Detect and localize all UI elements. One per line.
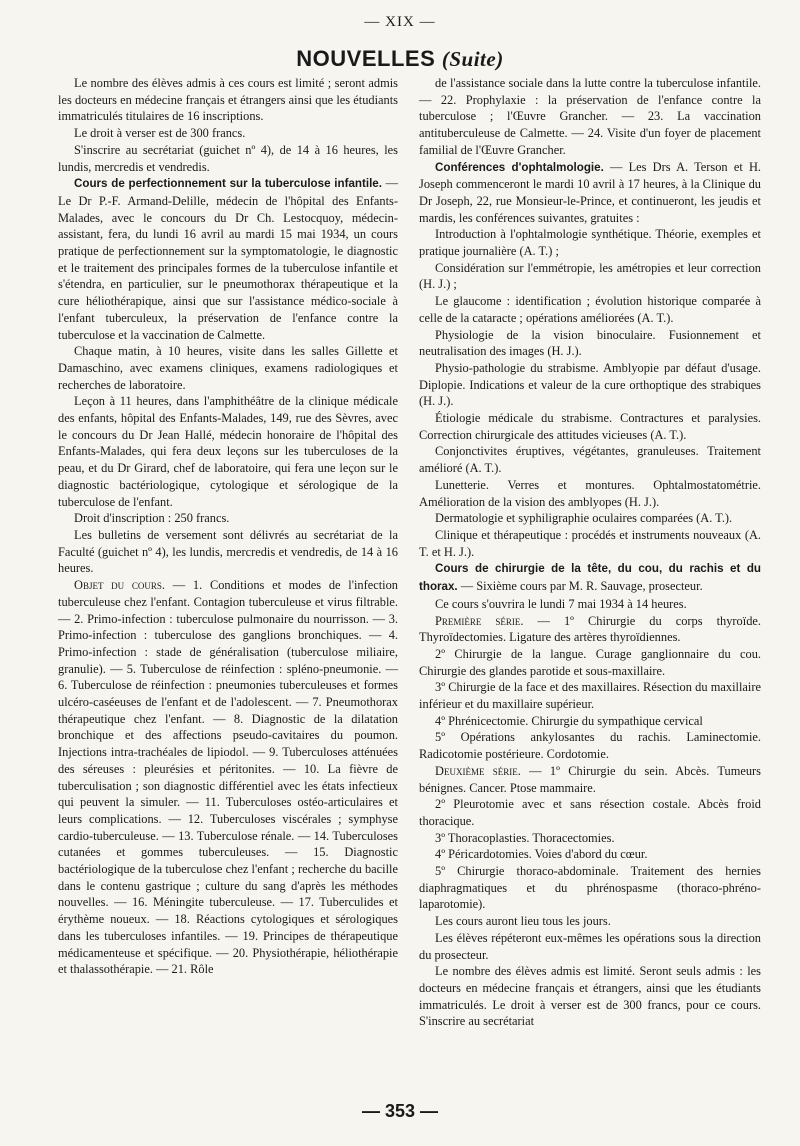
paragraph-text: — 1. Conditions et modes de l'infection tuberculeuse chez l'enfant. Contagion tuberculeuse et virus filtrable. — 2. Primo-infection : tuberculose pulmonaire du nourrisson. — 3. Primo-infection : tuberculose des ganglions bronchiques. — 4. Primo-infection : stade de généralisation (tuberculose miliaire, granulie). — 5. Tuberculose de réinfection : spléno-pneumonie. — 6. Tuberculose de réinfection : pneumonies tuberculeuses et formes ulcéro-caséeuses de l'enfant et de l'adolescent. — 7. Pneumothorax thérapeutique chez l'enfant. — 8. Diagnostic de la dilatation bronchique et des affections pseudo-cavitaires du poumon. Injections intra-trachéales de lipiodol. — 9. Tuberculoses atténuées des séreuses : pleurésies et péritonites. — 10. La fièvre de tuberculisation ; son diagnostic différentiel avec les états infectieux qui peuvent la simuler. — 11. Tuberculoses ostéo-articulaires et leurs complications. — 12. Tuberculoses viscérales ; symphyse cardio-tuberculeuse. — 13. Tuberculose rénale. — 14. Tuberculoses cutanées et gommes tuberculeuses. — 15. Diagnostic bactériologique de la tuberculose chez l'enfant ; recherche du bacille dans le contenu gastrique ; culture du sang d'après les méthodes nouvelles. — 16. Méningite tuberculeuse. — 17. Tuberculides et érythème noueux. — 18. Réactions cytologiques et sérologiques dans les tuberculoses infantiles. — 19. Principes de thérapeutique médicamenteuse et spécifique. — 20. Physiothérapie, héliothérapie et thalassothérapie. — 21. Rôle — [58, 578, 398, 977]
title-main: NOUVELLES — [296, 46, 436, 71]
paragraph — [419, 596, 761, 613]
paragraph-text: Le nombre des élèves admis à ces cours est limité ; seront admis les docteurs en médecine français et étrangers ainsi que les étudiants immatriculés titulaires de 16 inscriptions. — [58, 76, 398, 124]
paragraph-text: — Les Drs A. Terson et H. Joseph commenceront le mardi 10 avril à 17 heures, à la Clinique du Dr Joseph, 22, rue Monsieur-le-Prince, et continueront, les jeudis et mardis, les conférences suivantes, gratuites : — [419, 159, 761, 225]
paragraph — [419, 763, 761, 796]
paragraph-text: Clinique et thérapeutique : procédés et instruments nouveaux (A. T. et H. J.). — [419, 527, 761, 559]
paragraph — [58, 343, 398, 393]
paragraph-text: Introduction à l'ophtalmologie synthétique. Théorie, exemples et pratique journalière (A. T.) ; — [419, 227, 761, 259]
paragraph-text: — 1º Chirurgie du sein. Abcès. Tumeurs bénignes. Cancer. Ptose mammaire. — [419, 763, 761, 795]
paragraph — [58, 527, 398, 577]
left-column — [58, 75, 398, 978]
paragraph-text: 2º Chirurgie de la langue. Curage ganglionnaire du cou. Chirurgie des glandes parotide et sous-maxillaire. — [419, 646, 761, 678]
paragraph — [419, 293, 761, 326]
paragraph — [419, 510, 761, 527]
section-heading: Conférences d'ophtalmologie. — [435, 160, 604, 174]
paragraph-text: Les élèves répéteront eux-mêmes les opérations sous la direction du prosecteur. — [419, 930, 761, 962]
paragraph — [58, 175, 398, 343]
paragraph — [419, 327, 761, 360]
small-caps-lead: Première série. — [435, 613, 524, 628]
paragraph — [419, 796, 761, 829]
paragraph — [58, 142, 398, 175]
paragraph-text: — Sixième cours par M. R. Sauvage, prosecteur. — [457, 579, 703, 594]
paragraph — [419, 863, 761, 913]
paragraph-text: Étiologie médicale du strabisme. Contractures et paralysies. Correction chirurgicale des attitudes vicieuses (A. T.). — [419, 411, 761, 442]
paragraph-text: S'inscrire au secrétariat (guichet nº 4), de 14 à 16 heures, les lundis, mercredis et vendredis. — [58, 142, 398, 174]
paragraph — [419, 477, 761, 510]
paragraph-text: 3º Thoracoplasties. Thoracectomies. — [435, 830, 615, 845]
paragraph-text: Physiologie de la vision binoculaire. Fusionnement et neutralisation des images (H. J.). — [419, 327, 761, 359]
small-caps-lead: Objet du cours. — [74, 578, 166, 593]
paragraph-text: Dermatologie et syphiligraphie oculaires comparées (A. T.). — [435, 511, 733, 526]
paragraph — [419, 226, 761, 259]
paragraph — [58, 75, 398, 125]
paragraph-text: Ce cours s'ouvrira le lundi 7 mai 1934 à 14 heures. — [435, 596, 687, 611]
paragraph-text: Chaque matin, à 10 heures, visite dans les salles Gillette et Damaschino, avec examens cliniques, examens radiologiques et recherches de laboratoire. — [58, 344, 398, 392]
paragraph — [419, 830, 761, 847]
paragraph — [419, 560, 761, 595]
paragraph-text: 4º Phrénicectomie. Chirurgie du sympathique cervical — [435, 713, 703, 728]
paragraph — [419, 846, 761, 863]
paragraph — [419, 527, 761, 560]
section-heading: Cours de perfectionnement sur la tuberculose infantile. — [74, 177, 382, 191]
paragraph — [419, 679, 761, 712]
section-heading: Cours de chirurgie de la tête, du cou, du rachis et du thorax. — [419, 562, 761, 594]
paragraph — [419, 75, 761, 159]
paragraph-text: de l'assistance sociale dans la lutte contre la tuberculose infantile. — 22. Prophylaxie : la préservation de l'enfance contre la tuberculose ; l'Œuvre Grancher. — 23. La vaccination antituberculeuse de Calmette. — 24. Visite d'un foyer de placement familial de l'Œuvre Grancher. — [419, 76, 761, 157]
paragraph-text: — Le Dr P.-F. Armand-Delille, médecin de l'hôpital des Enfants-Malades, avec le concours du Dr Ch. Lestocquoy, médecin-assistant, fera, du lundi 16 avril au mardi 15 mai 1934, un cours pratique de perfectionnement sur la symptomatologie, le diagnostic et le traitement des principales formes de la tuberculose infantile et s'étendra, en particulier, sur le pneumothorax thérapeutique et la cure héliothérapique, ainsi que sur l'assistance médico-sociale à l'enfant tuberculeux, la préservation de l'enfance contre la tuberculose et la vaccination de Calmette. — [58, 176, 398, 342]
right-column — [419, 75, 761, 1030]
paragraph-text: Considération sur l'emmétropie, les amétropies et leur correction (H. J.) ; — [419, 260, 761, 292]
paragraph — [58, 510, 398, 527]
paragraph-text: Le glaucome : identification ; évolution historique comparée à celle de la cataracte ; opérations améliorées (A. T.). — [419, 294, 761, 325]
paragraph-text: 2º Pleurotomie avec et sans résection costale. Abcès froid thoracique. — [419, 797, 761, 828]
paragraph-text: Lunetterie. Verres et montures. Ophtalmostatométrie. Amélioration de la vision des amblyopes (H. J.). — [419, 477, 761, 509]
title-suite: (Suite) — [441, 47, 504, 71]
paragraph-text: Leçon à 11 heures, dans l'amphithéâtre de la clinique médicale des enfants, hôpital des Enfants-Malades, 149, rue des Sèvres, avec le concours du Dr Jean Hallé, médecin honoraire de l'hôpital des Enfants-Malades, qui fera deux leçons sur les tuberculoses de la peau, et du Dr Girard, chef de laboratoire, qui fera une leçon sur le diagnostic bactériologique, cytologique et sérologique de la tuberculose de l'enfant. — [58, 394, 398, 509]
paragraph-text: Les cours auront lieu tous les jours. — [435, 914, 611, 929]
paragraph-text: Le nombre des élèves admis est limité. Seront seuls admis : les docteurs en médecine français et étrangers, ainsi que les étudiants immatriculés. Le droit à verser est de 300 francs, pour ce cours. S'inscrire au secrétariat — [419, 964, 761, 1029]
paragraph — [419, 410, 761, 443]
paragraph — [419, 360, 761, 410]
section-title — [0, 46, 800, 72]
paragraph — [58, 577, 398, 978]
folio-page-number: — 353 — — [361, 1101, 439, 1121]
paragraph-text: Droit d'inscription : 250 francs. — [74, 511, 230, 526]
paragraph-text: 3º Chirurgie de la face et des maxillaires. Résection du maxillaire inférieur et du maxillaire supérieur. — [419, 680, 761, 712]
paragraph-text: 5º Opérations ankylosantes du rachis. Laminectomie. Radicotomie postérieure. Cordotomie. — [419, 730, 761, 762]
paragraph — [58, 125, 398, 142]
small-caps-lead: Deuxième série. — [435, 763, 521, 778]
paragraph — [58, 393, 398, 510]
paragraph-text: Le droit à verser est de 300 francs. — [74, 126, 246, 141]
paragraph — [419, 260, 761, 293]
roman-page-number: — XIX — — [364, 14, 436, 30]
paragraph-text: 5º Chirurgie thoraco-abdominale. Traitement des hernies diaphragmatiques et du phrénospasme (thoraco-phréno-laparotomie). — [419, 864, 761, 912]
paragraph-text: Physio-pathologie du strabisme. Amblyopie par défaut d'usage. Diplopie. Indications et valeur de la cure orthoptique des strabiques (H. J.). — [419, 360, 761, 409]
paragraph — [419, 159, 761, 227]
paragraph — [419, 729, 761, 762]
paragraph-text: Conjonctivites éruptives, végétantes, granuleuses. Traitement amélioré (A. T.). — [419, 444, 761, 476]
paragraph — [419, 613, 761, 646]
paragraph — [419, 443, 761, 476]
paragraph — [419, 963, 761, 1030]
paragraph — [419, 913, 761, 930]
paragraph — [419, 930, 761, 963]
paragraph — [419, 713, 761, 730]
paragraph — [419, 646, 761, 679]
paragraph-text: 4º Péricardotomies. Voies d'abord du cœur. — [435, 847, 648, 862]
paragraph-text: Les bulletins de versement sont délivrés au secrétariat de la Faculté (guichet nº 4), les lundis, mercredis et vendredis, de 14 à 16 heures. — [58, 527, 398, 576]
paragraph-text: — 1º Chirurgie du corps thyroïde. Thyroïdectomies. Ligature des artères thyroïdiennes. — [419, 613, 761, 645]
